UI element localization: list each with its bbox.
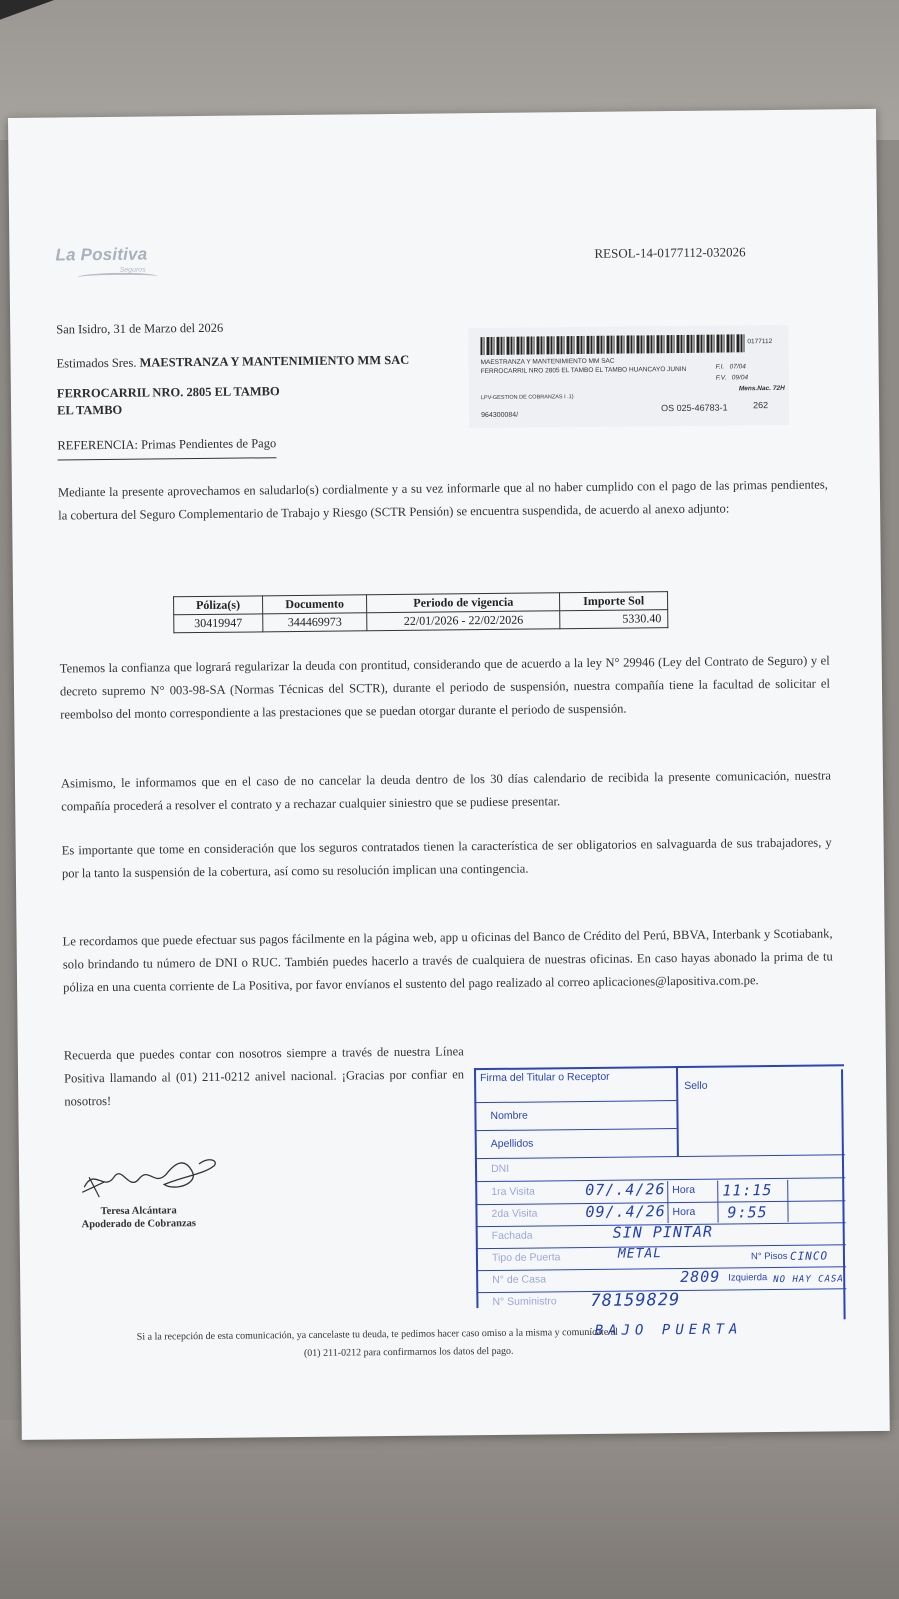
stamp-nombre-label: Nombre (490, 1109, 528, 1123)
label-os-num: 262 (752, 400, 769, 411)
signatory-title: Apoderado de Cobranzas (81, 1218, 196, 1231)
signatory (81, 1204, 196, 1231)
background-surface-bottom (0, 1420, 899, 1599)
stamp-visita2-label: 2da Visita (491, 1207, 538, 1220)
label-os: OS 025-46783-1 (661, 402, 728, 414)
label-gestion: LPV-GESTION DE COBRANZAS I .1) (480, 394, 574, 402)
logo-subtitle: Seguros (119, 266, 146, 274)
intro-paragraph: Mediante la presente aprovechamos en saludarlo(s) cordialmente y a su vez informarle que al no haber cumplido con el pago de las primas pendientes, la cobertura del Seguro Complementario de Trabajo y Riesgo (SCTR Pensión) se encuentra suspendida, de acuerdo al anexo adjunto: (57, 477, 828, 523)
label-number: 0177112 (747, 338, 773, 346)
handwritten-hora1: 11:15 (722, 1181, 773, 1200)
stamp-sello-label: Sello (684, 1079, 708, 1092)
handwritten-izquierda: NO HAY CASA (773, 1274, 844, 1286)
footer-line-1: Si a la recepción de esta comunicación, ya cancelaste tu deuda, te pedimos hacer caso omiso a la misma y comunícate al (136, 1326, 619, 1343)
header-importe: Importe Sol (560, 592, 668, 611)
paragraph-confianza: Tenemos la confianza que logrará regularizar la deuda con prontitud, considerando que de acuerdo a la ley N° 29946 (Ley del Contrato de Seguro) y el decreto supremo N° 003-98-SA (Normas Técnicas del SCTR), durante el periodo de suspensión, nuestra compañía tiene la facultad de solicitar el reembolso del monto correspondiente a las prestaciones que se puedan otorgar durante el periodo de suspensión. (59, 653, 831, 722)
stamp-puerta-label: Tipo de Puerta (491, 1251, 561, 1264)
signatory-name: Teresa Alcántara (100, 1205, 177, 1218)
la-positiva-logo: La Positiva (55, 244, 148, 265)
stamp-visita1-label: 1ra Visita (491, 1185, 535, 1198)
stamp-fachada-label: Fachada (491, 1229, 533, 1242)
handwritten-puerta: METAL (617, 1246, 663, 1262)
label-address: FERROCARRIL NRO 2805 EL TAMBO EL TAMBO HUANCAYO JUNIN (480, 365, 687, 376)
stamp-apellidos-label: Apellidos (490, 1137, 534, 1151)
cell-importe: 5330.40 (560, 610, 668, 629)
cell-documento: 344469973 (263, 613, 368, 632)
handwritten-visit1: 07/.4/26 (585, 1180, 666, 1200)
label-code: 964300084/ (481, 411, 519, 420)
paragraph-asimismo: Asimismo, le informamos que en el caso de no cancelar la deuda dentro de los 30 días calendario de recibida la presente comunicación, nuestra compañía procederá a resolver el contrato y a rechazar cualquier siniestro que se pudiese presentar. (60, 768, 832, 814)
stamp-hora1-label: Hora (672, 1183, 696, 1197)
stamp-pisos-label: N° Pisos (750, 1250, 788, 1263)
header-poliza: Póliza(s) (174, 596, 263, 615)
cell-periodo: 22/01/2026 - 22/02/2026 (367, 611, 560, 631)
salutation (56, 348, 409, 376)
reference-code: RESOL-14-0177112-032026 (594, 244, 746, 261)
barcode (480, 334, 745, 355)
signature-scribble (74, 1146, 225, 1203)
cell-poliza: 30419947 (174, 614, 263, 633)
date-line: San Isidro, 31 de Marzo del 2026 (56, 320, 224, 337)
paragraph-linea-positiva: Recuerda que puedes contar con nosotros siempre a través de nuestra Línea Positiva llamando al (01) 211-0212 anivel nacional. ¡Gracias por confiar en nosotros! (63, 1044, 465, 1109)
label-name: MAESTRANZA Y MANTENIMIENTO MM SAC (480, 357, 615, 367)
address-block (57, 383, 280, 419)
letter-paper (8, 109, 890, 1440)
label-fv: F.V. 09/04 (715, 374, 749, 382)
stamp-firma-label: Firma del Titular o Receptor (480, 1070, 610, 1085)
addressee-name: MAESTRANZA Y MANTENIMIENTO MM SAC (139, 352, 410, 370)
label-fi: F.I. 07/04 (715, 363, 746, 371)
stamp-hora2-label: Hora (672, 1205, 696, 1219)
address-line-1: FERROCARRIL NRO. 2805 EL TAMBO (56, 384, 280, 401)
stamp-dni-label: DNI (490, 1162, 510, 1175)
header-periodo: Periodo de vigencia (367, 593, 560, 613)
address-line-2: EL TAMBO (56, 402, 123, 418)
table-row (174, 610, 668, 633)
handwritten-pisos: CINCO (789, 1249, 829, 1263)
handwritten-fachada: SIN PINTAR (612, 1222, 714, 1242)
paragraph-pagos: Le recordamos que puede efectuar sus pagos fácilmente en la página web, app u oficinas del Banco de Crédito del Perú, BBVA, Interbank y Scotiabank, solo brindando tu número de DNI o RUC. También puedes hacerlo a través de cualquiera de nuestras oficinas. En caso hayas abonado la prima de tu póliza en una cuenta corriente de La Positiva, por favor envíanos el sustento del pago realizado al correo aplicaciones@lapositiva.com.pe. (62, 926, 833, 995)
stamp-casa-label: N° de Casa (492, 1273, 547, 1286)
dark-corner (0, 0, 70, 30)
reference-line: REFERENCIA: Primas Pendientes de Pago (57, 431, 276, 460)
receipt-stamp (466, 1064, 852, 1339)
annex-table (173, 591, 668, 633)
handwritten-bajo-puerta: BAJO PUERTA (594, 1321, 743, 1339)
footer-line-2: (01) 211-0212 para confirmarnos los datos del pago. (303, 1345, 514, 1359)
handwritten-visit2: 09/.4/26 (585, 1202, 666, 1222)
handwritten-casa: 2809 (680, 1267, 721, 1287)
paragraph-importante: Es importante que tome en consideración que los seguros contratados tienen la característica de ser obligatorios en salvaguarda de sus trabajadores, y por la tanto la suspensión de la cobertura, así como su resolución implican una contingencia. (61, 835, 832, 881)
salutation-prefix: Estimados Sres. (56, 355, 137, 371)
header-documento: Documento (262, 595, 367, 614)
handwritten-suministro: 78159829 (590, 1290, 681, 1311)
stamp-izquierda-label: Izquierda (728, 1272, 768, 1284)
stamp-suministro-label: N° Suministro (492, 1295, 557, 1308)
handwritten-hora2: 9:55 (727, 1203, 768, 1222)
logo-swoosh-icon (78, 272, 158, 281)
label-mens: Mens.Nac. 72H (738, 384, 785, 393)
